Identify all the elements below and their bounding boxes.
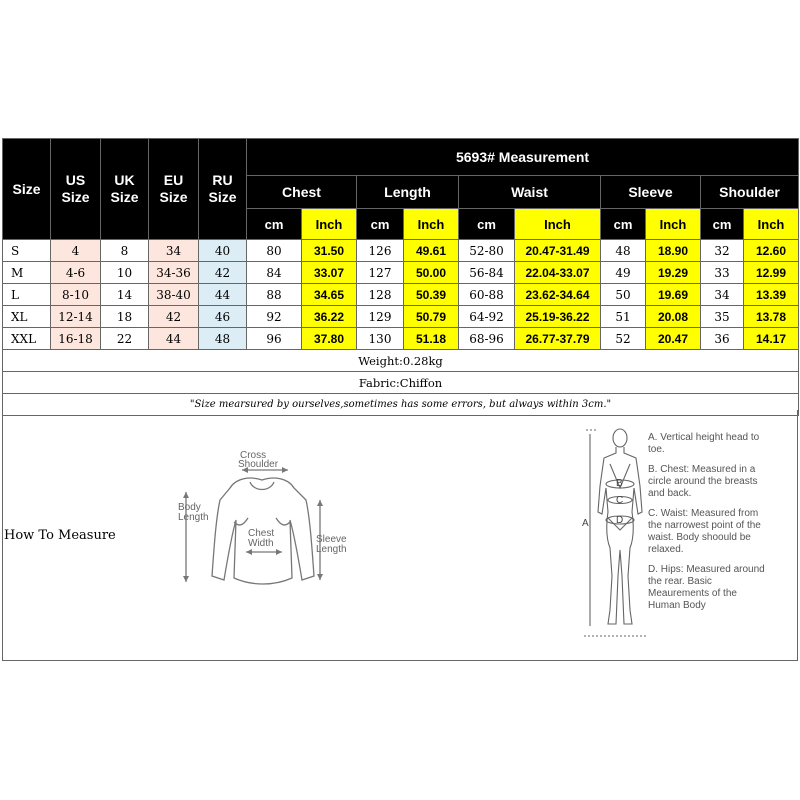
table-row	[3, 262, 799, 284]
cell-ru: 44	[199, 284, 247, 306]
garment-measure-diagram	[170, 448, 360, 608]
cell-length-inch: 51.18	[404, 328, 459, 350]
cell-ru: 42	[199, 262, 247, 284]
header-chest: Chest	[247, 176, 357, 209]
unit-cm-sleeve: cm	[601, 209, 646, 240]
body-mark-a: A	[582, 518, 589, 529]
cell-chest-inch: 34.65	[302, 284, 357, 306]
body-mark-b: B	[616, 478, 623, 489]
cell-shoulder-inch: 13.78	[744, 306, 799, 328]
cell-size: XL	[3, 306, 51, 328]
cross-shoulder-label-1: Cross	[240, 450, 267, 461]
cell-eu: 38-40	[149, 284, 199, 306]
cell-waist-cm: 64-92	[459, 306, 515, 328]
size-note-row: "Size mearsured by ourselves,sometimes has some errors, but always within 3cm."	[3, 394, 799, 416]
cell-waist-cm: 52-80	[459, 240, 515, 262]
cell-shoulder-inch: 14.17	[744, 328, 799, 350]
cell-length-cm: 130	[357, 328, 404, 350]
unit-cm-chest: cm	[247, 209, 302, 240]
cell-sleeve-inch: 18.90	[646, 240, 701, 262]
cell-waist-inch: 26.77-37.79	[515, 328, 601, 350]
cell-uk: 8	[101, 240, 149, 262]
cell-size: M	[3, 262, 51, 284]
cell-uk: 14	[101, 284, 149, 306]
header-length: Length	[357, 176, 459, 209]
body-measure-notes	[648, 432, 768, 620]
cell-size: S	[3, 240, 51, 262]
cell-us: 16-18	[51, 328, 101, 350]
sleeve-length-label-2: Length	[316, 544, 347, 555]
cross-shoulder-label-2: Shoulder	[238, 459, 279, 470]
cell-chest-inch: 31.50	[302, 240, 357, 262]
cell-length-cm: 129	[357, 306, 404, 328]
cell-shoulder-cm: 33	[701, 262, 744, 284]
cell-waist-inch: 20.47-31.49	[515, 240, 601, 262]
cell-us: 8-10	[51, 284, 101, 306]
header-sleeve: Sleeve	[601, 176, 701, 209]
note-d: D. Hips: Measured around the rear. Basic Meaurements of the Human Body	[648, 564, 765, 611]
cell-sleeve-cm: 49	[601, 262, 646, 284]
header-ru-size: RU Size	[199, 139, 247, 240]
note-b: B. Chest: Measured in a circle around the breasts and back.	[648, 464, 758, 499]
table-row	[3, 306, 799, 328]
cell-length-inch: 50.39	[404, 284, 459, 306]
cell-shoulder-cm: 36	[701, 328, 744, 350]
cell-chest-cm: 96	[247, 328, 302, 350]
cell-shoulder-inch: 12.99	[744, 262, 799, 284]
cell-length-cm: 127	[357, 262, 404, 284]
cell-waist-inch: 22.04-33.07	[515, 262, 601, 284]
note-a: A. Vertical height head to toe.	[648, 432, 760, 455]
fabric-row: Fabric:Chiffon	[3, 372, 799, 394]
body-mark-d: D	[616, 515, 624, 526]
cell-sleeve-inch: 19.69	[646, 284, 701, 306]
cell-waist-inch: 25.19-36.22	[515, 306, 601, 328]
cell-waist-cm: 60-88	[459, 284, 515, 306]
cell-shoulder-inch: 13.39	[744, 284, 799, 306]
table-row	[3, 240, 799, 262]
unit-inch-sleeve: Inch	[646, 209, 701, 240]
cell-length-cm: 128	[357, 284, 404, 306]
cell-shoulder-inch: 12.60	[744, 240, 799, 262]
cell-us: 12-14	[51, 306, 101, 328]
cell-length-inch: 50.79	[404, 306, 459, 328]
cell-sleeve-inch: 19.29	[646, 262, 701, 284]
unit-inch-shoulder: Inch	[744, 209, 799, 240]
cell-sleeve-cm: 51	[601, 306, 646, 328]
header-uk-size: UK Size	[101, 139, 149, 240]
body-mark-c: C	[616, 495, 624, 506]
table-row	[3, 284, 799, 306]
chest-width-label-2: Width	[248, 538, 274, 549]
note-c: C. Waist: Measured from the narrowest point of the waist. Body shoould be relaxed.	[648, 508, 761, 555]
cell-us: 4	[51, 240, 101, 262]
body-length-label-1: Body	[178, 502, 201, 513]
cell-sleeve-inch: 20.47	[646, 328, 701, 350]
cell-size: L	[3, 284, 51, 306]
header-size: Size	[3, 139, 51, 240]
size-chart-table	[2, 138, 799, 416]
cell-chest-inch: 36.22	[302, 306, 357, 328]
cell-chest-cm: 92	[247, 306, 302, 328]
cell-uk: 18	[101, 306, 149, 328]
header-measurement-title: 5693# Measurement	[247, 139, 799, 176]
cell-ru: 46	[199, 306, 247, 328]
unit-cm-length: cm	[357, 209, 404, 240]
weight-row: Weight:0.28kg	[3, 350, 799, 372]
cell-shoulder-cm: 34	[701, 284, 744, 306]
cell-uk: 22	[101, 328, 149, 350]
unit-cm-shoulder: cm	[701, 209, 744, 240]
cell-eu: 44	[149, 328, 199, 350]
header-eu-size: EU Size	[149, 139, 199, 240]
cell-size: XXL	[3, 328, 51, 350]
cell-waist-inch: 23.62-34.64	[515, 284, 601, 306]
cell-length-cm: 126	[357, 240, 404, 262]
cell-eu: 34	[149, 240, 199, 262]
header-shoulder: Shoulder	[701, 176, 799, 209]
unit-inch-length: Inch	[404, 209, 459, 240]
cell-sleeve-cm: 50	[601, 284, 646, 306]
cell-waist-cm: 56-84	[459, 262, 515, 284]
unit-inch-chest: Inch	[302, 209, 357, 240]
cell-ru: 40	[199, 240, 247, 262]
cell-sleeve-inch: 20.08	[646, 306, 701, 328]
body-measure-diagram	[580, 426, 650, 640]
table-row	[3, 328, 799, 350]
cell-waist-cm: 68-96	[459, 328, 515, 350]
unit-inch-waist: Inch	[515, 209, 601, 240]
cell-length-inch: 49.61	[404, 240, 459, 262]
cell-chest-cm: 88	[247, 284, 302, 306]
cell-shoulder-cm: 32	[701, 240, 744, 262]
cell-shoulder-cm: 35	[701, 306, 744, 328]
cell-chest-cm: 84	[247, 262, 302, 284]
cell-chest-cm: 80	[247, 240, 302, 262]
cell-sleeve-cm: 48	[601, 240, 646, 262]
header-us-size: US Size	[51, 139, 101, 240]
cell-chest-inch: 37.80	[302, 328, 357, 350]
cell-eu: 42	[149, 306, 199, 328]
unit-cm-waist: cm	[459, 209, 515, 240]
cell-sleeve-cm: 52	[601, 328, 646, 350]
body-length-label-2: Length	[178, 512, 209, 523]
cell-uk: 10	[101, 262, 149, 284]
cell-eu: 34-36	[149, 262, 199, 284]
cell-us: 4-6	[51, 262, 101, 284]
chest-width-label-1: Chest	[248, 528, 275, 539]
sleeve-length-label-1: Sleeve	[316, 534, 347, 545]
cell-chest-inch: 33.07	[302, 262, 357, 284]
cell-length-inch: 50.00	[404, 262, 459, 284]
header-waist: Waist	[459, 176, 601, 209]
cell-ru: 48	[199, 328, 247, 350]
how-to-measure-label: How To Measure	[4, 528, 116, 543]
